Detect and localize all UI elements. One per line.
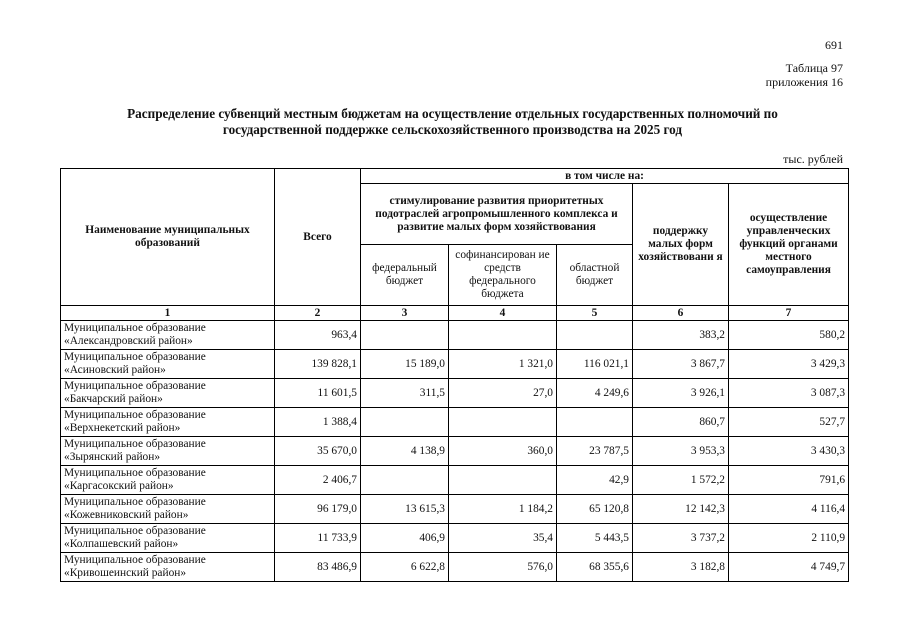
table-row (61, 350, 849, 379)
units-label: тыс. рублей (783, 152, 843, 166)
cell-cofinancing: 27,0 (449, 379, 557, 408)
cell-total: 35 670,0 (275, 437, 361, 466)
municipality-name (61, 524, 275, 553)
cell-cofinancing (449, 321, 557, 350)
cell-support: 383,2 (633, 321, 729, 350)
column-number: 2 (275, 306, 361, 321)
cell-total: 96 179,0 (275, 495, 361, 524)
cell-cofinancing: 1 184,2 (449, 495, 557, 524)
column-number: 3 (361, 306, 449, 321)
municipality-name-line-1: Муниципальное образование (64, 322, 206, 334)
cell-total: 83 486,9 (275, 553, 361, 582)
cell-total: 2 406,7 (275, 466, 361, 495)
municipality-name-line-1: Муниципальное образование (64, 380, 206, 392)
municipality-name-line-2: «Каргасокский район» (64, 480, 174, 492)
municipality-name (61, 495, 275, 524)
cell-support: 3 867,7 (633, 350, 729, 379)
cell-total: 11 601,5 (275, 379, 361, 408)
table-row (61, 524, 849, 553)
municipality-name-line-1: Муниципальное образование (64, 525, 206, 537)
cell-regional: 42,9 (557, 466, 633, 495)
header-support: поддержку малых форм хозяйствовани я (633, 184, 729, 306)
cell-regional: 5 443,5 (557, 524, 633, 553)
municipality-name (61, 553, 275, 582)
header-stimulation: стимулирование развития приоритетных подотраслей агропромышленного комплекса и развитие малых форм хозяйствования (361, 184, 633, 245)
column-number: 5 (557, 306, 633, 321)
cell-federal: 15 189,0 (361, 350, 449, 379)
municipality-name (61, 437, 275, 466)
cell-management: 4 749,7 (729, 553, 849, 582)
appendix-label: приложения 16 (765, 75, 843, 89)
cell-federal: 406,9 (361, 524, 449, 553)
cell-management: 3 430,3 (729, 437, 849, 466)
municipality-name-line-1: Муниципальное образование (64, 496, 206, 508)
table-row (61, 321, 849, 350)
cell-federal (361, 408, 449, 437)
header-federal: федеральный бюджет (361, 245, 449, 306)
municipality-name-line-2: «Кожевниковский район» (64, 509, 189, 521)
cell-federal (361, 466, 449, 495)
cell-management: 4 116,4 (729, 495, 849, 524)
municipality-name-line-1: Муниципальное образование (64, 409, 206, 421)
cell-total: 1 388,4 (275, 408, 361, 437)
column-number: 4 (449, 306, 557, 321)
municipality-name-line-2: «Асиновский район» (64, 364, 166, 376)
cell-regional (557, 321, 633, 350)
cell-management: 2 110,9 (729, 524, 849, 553)
cell-regional: 23 787,5 (557, 437, 633, 466)
table-row (61, 437, 849, 466)
cell-federal: 4 138,9 (361, 437, 449, 466)
municipality-name-line-2: «Зырянский район» (64, 451, 161, 463)
cell-regional: 68 355,6 (557, 553, 633, 582)
municipality-name-line-2: «Кривошеинский район» (64, 567, 187, 579)
cell-support: 3 737,2 (633, 524, 729, 553)
header-total: Всего (275, 169, 361, 306)
municipality-name-line-1: Муниципальное образование (64, 351, 206, 363)
title-line-1: Распределение субвенций местным бюджетам на осуществление отдельных государственных полномочий по (127, 106, 778, 121)
table-row (61, 408, 849, 437)
cell-management: 527,7 (729, 408, 849, 437)
municipality-name-line-2: «Верхнекетский район» (64, 422, 181, 434)
municipality-name (61, 408, 275, 437)
cell-total: 963,4 (275, 321, 361, 350)
cell-cofinancing: 360,0 (449, 437, 557, 466)
cell-support: 3 182,8 (633, 553, 729, 582)
title-line-2: государственной поддержке сельскохозяйственного производства на 2025 год (222, 122, 683, 137)
header-cofinancing: софинансирован ие средств федерального бюджета (449, 245, 557, 306)
budget-table (60, 168, 849, 582)
cell-management: 3 429,3 (729, 350, 849, 379)
municipality-name (61, 350, 275, 379)
cell-support: 3 926,1 (633, 379, 729, 408)
cell-cofinancing (449, 408, 557, 437)
header-regional: областной бюджет (557, 245, 633, 306)
cell-federal: 6 622,8 (361, 553, 449, 582)
cell-support: 860,7 (633, 408, 729, 437)
cell-regional: 116 021,1 (557, 350, 633, 379)
cell-regional (557, 408, 633, 437)
cell-cofinancing: 576,0 (449, 553, 557, 582)
column-number: 1 (61, 306, 275, 321)
municipality-name-line-1: Муниципальное образование (64, 438, 206, 450)
table-reference (766, 61, 843, 89)
table-row (61, 466, 849, 495)
column-number: 6 (633, 306, 729, 321)
page-number: 691 (825, 38, 843, 52)
cell-management: 580,2 (729, 321, 849, 350)
cell-support: 3 953,3 (633, 437, 729, 466)
table-label: Таблица 97 (785, 61, 843, 75)
cell-regional: 4 249,6 (557, 379, 633, 408)
cell-total: 139 828,1 (275, 350, 361, 379)
cell-support: 12 142,3 (633, 495, 729, 524)
municipality-name (61, 321, 275, 350)
cell-federal: 13 615,3 (361, 495, 449, 524)
table-row (61, 553, 849, 582)
municipality-name-line-1: Муниципальное образование (64, 467, 206, 479)
municipality-name-line-2: «Александровский район» (64, 335, 193, 347)
municipality-name (61, 466, 275, 495)
cell-cofinancing: 1 321,0 (449, 350, 557, 379)
cell-management: 791,6 (729, 466, 849, 495)
header-including: в том числе на: (361, 169, 849, 184)
municipality-name-line-1: Муниципальное образование (64, 554, 206, 566)
cell-cofinancing: 35,4 (449, 524, 557, 553)
cell-regional: 65 120,8 (557, 495, 633, 524)
document-title (60, 106, 845, 138)
column-number: 7 (729, 306, 849, 321)
table-row (61, 495, 849, 524)
table-row (61, 379, 849, 408)
cell-management: 3 087,3 (729, 379, 849, 408)
header-name: Наименование муниципальных образований (61, 169, 275, 306)
cell-support: 1 572,2 (633, 466, 729, 495)
cell-federal: 311,5 (361, 379, 449, 408)
municipality-name-line-2: «Колпашевский район» (64, 538, 179, 550)
table-body (61, 321, 849, 582)
cell-cofinancing (449, 466, 557, 495)
header-management: осуществление управленческих функций органами местного самоуправления (729, 184, 849, 306)
municipality-name (61, 379, 275, 408)
municipality-name-line-2: «Бакчарский район» (64, 393, 163, 405)
cell-total: 11 733,9 (275, 524, 361, 553)
cell-federal (361, 321, 449, 350)
